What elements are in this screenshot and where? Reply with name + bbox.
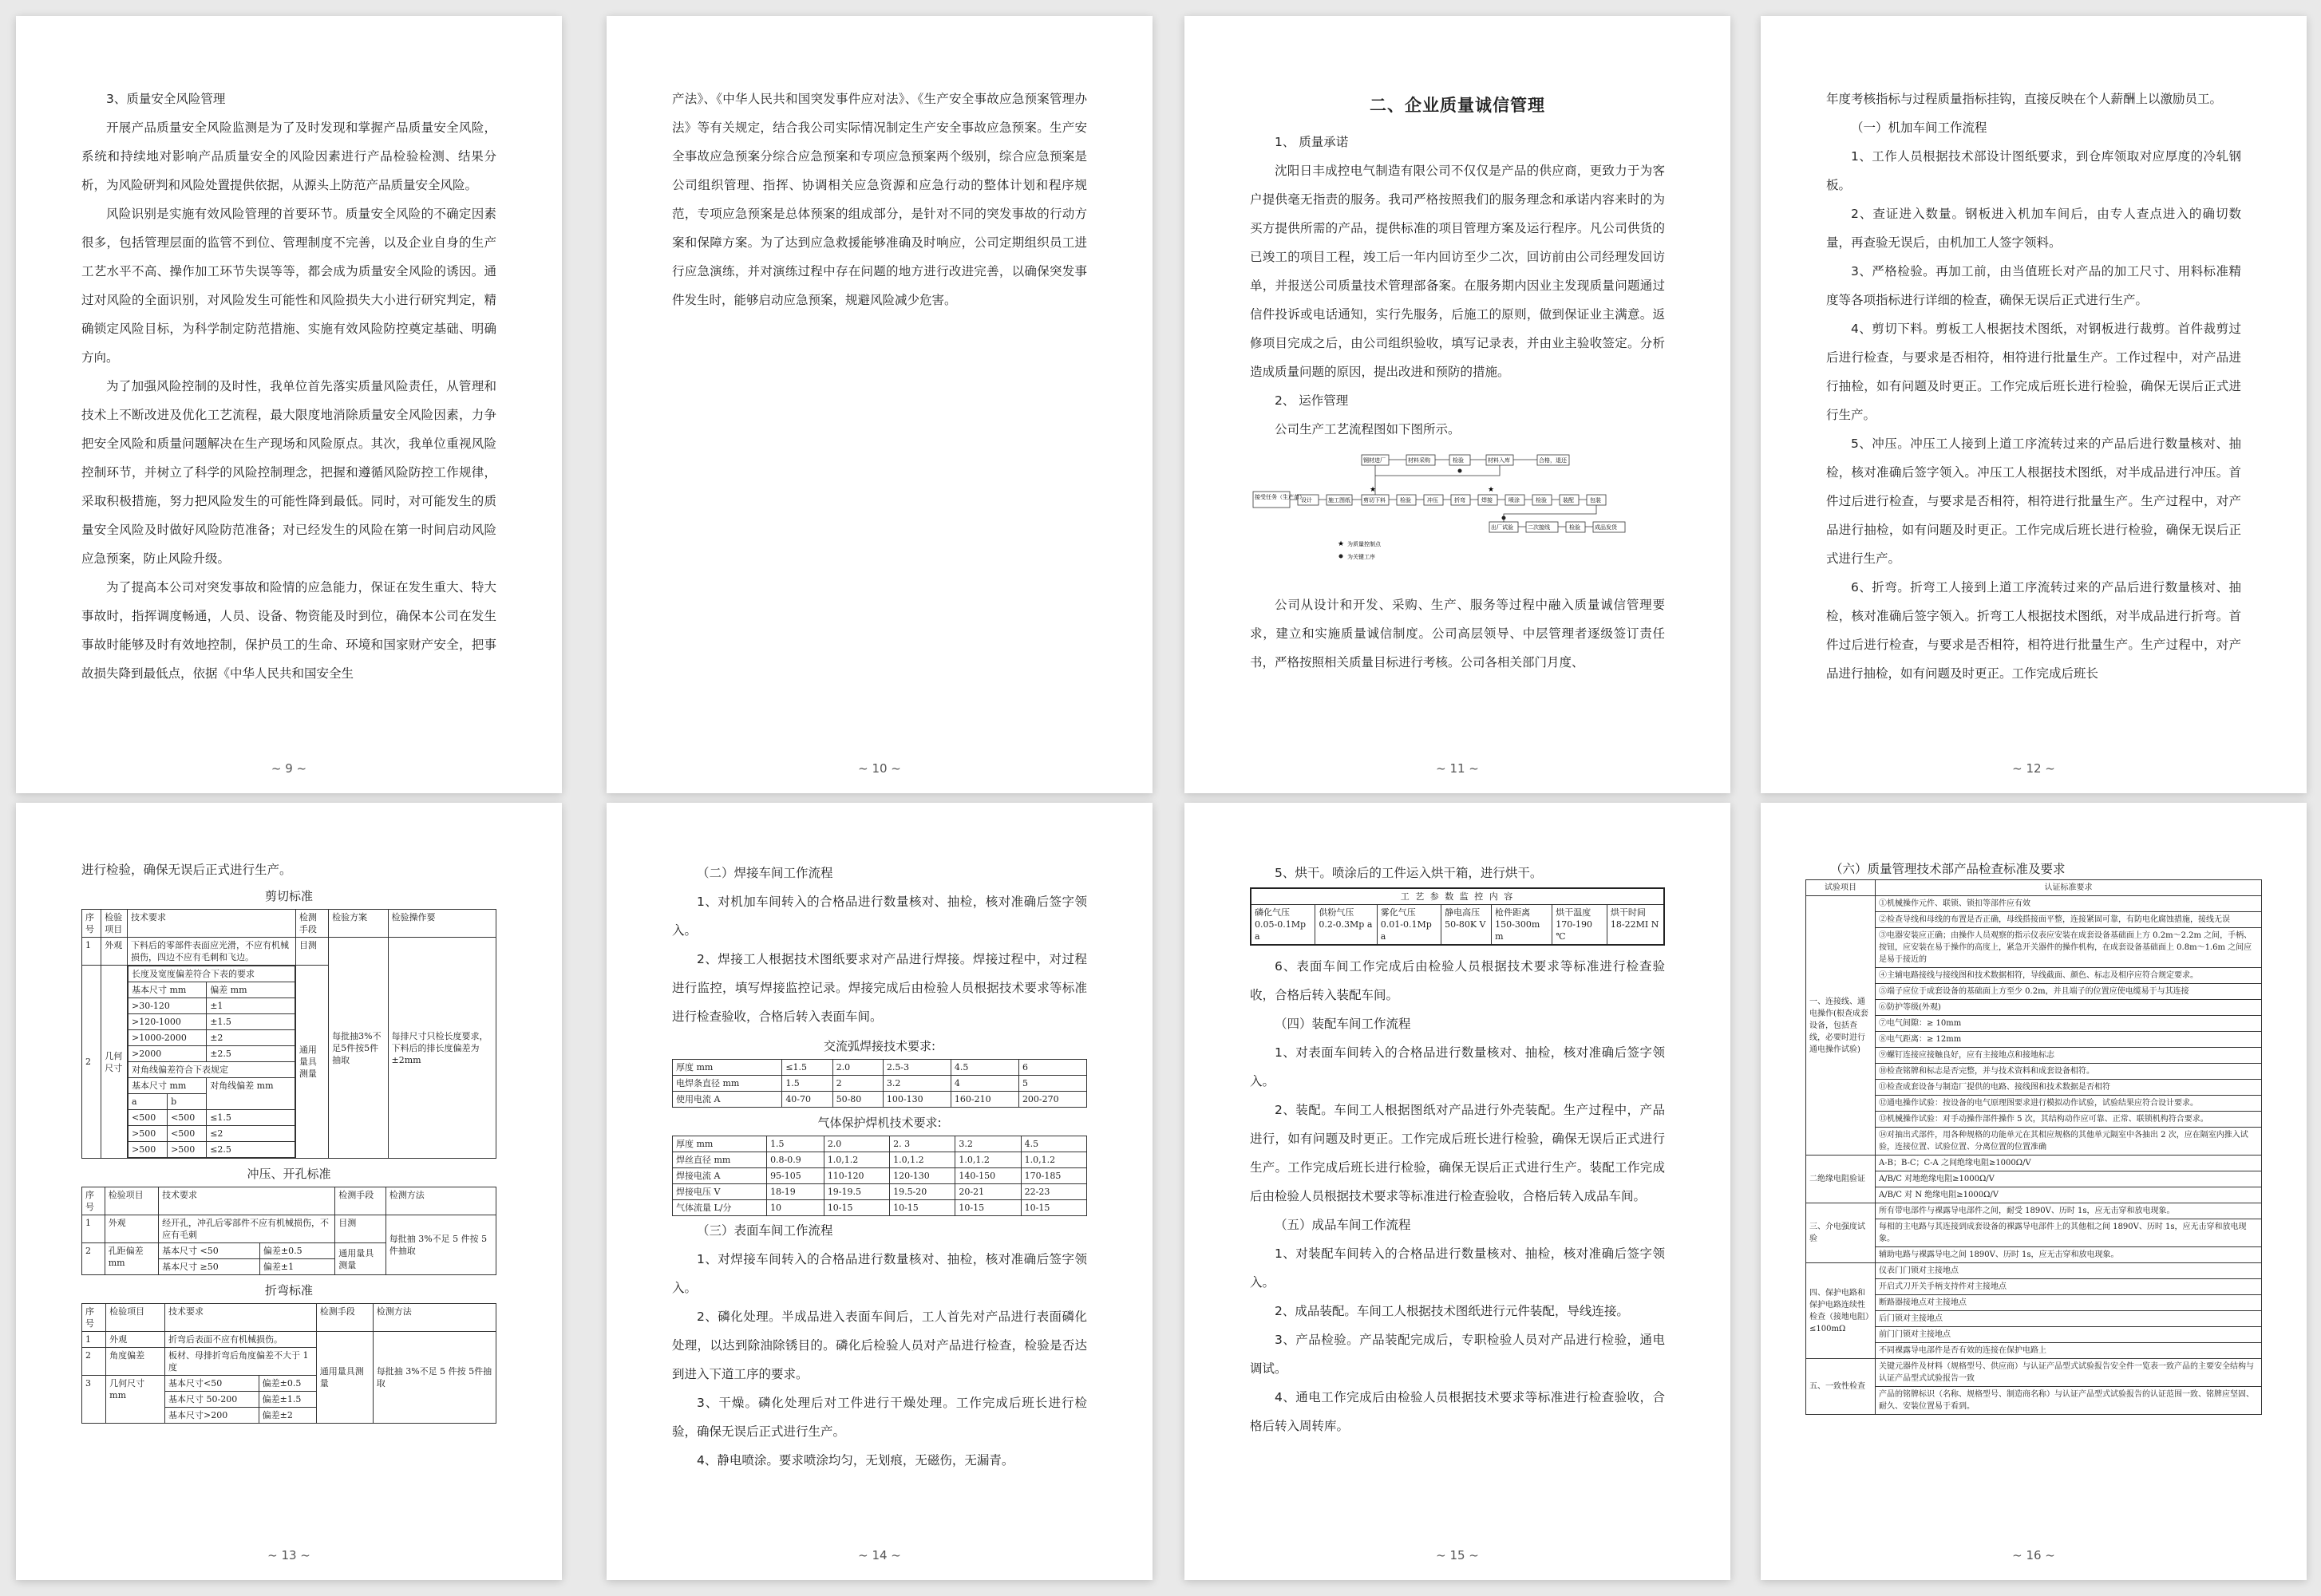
table-cell: 1.5 (767, 1136, 824, 1152)
table-header: 检验方案 (329, 910, 388, 938)
table-header: 检测手段 (295, 910, 328, 938)
table-cell: 10-15 (824, 1200, 889, 1216)
table-header: 检验项目 (105, 1187, 158, 1215)
table-cell: 烘干温度 170-190 ℃ (1552, 905, 1607, 946)
table-caption: 气体保护焊机技术要求: (817, 1116, 942, 1130)
page-number: ~ 11 ~ (1436, 761, 1479, 776)
flow-label: 检验 (1569, 524, 1580, 531)
flow-label: 喷涂 (1508, 497, 1520, 504)
table-cell: 仪表门门锁对主接地点 (1876, 1263, 2262, 1279)
table-cell: ≤2.5 (207, 1142, 295, 1158)
table-cell: 气体流量 L/分 (673, 1200, 767, 1216)
table-header: 序号 (82, 1304, 106, 1332)
table-header: 序号 (82, 1187, 105, 1215)
table-cell: 基本尺寸 mm (129, 982, 207, 998)
table-cell: 10 (767, 1200, 824, 1216)
paragraph: 3、干燥。磷化处理后对工件进行干燥处理。工作完成后班长进行检验，确保无误后正式进行生产。 (672, 1396, 1087, 1439)
page-number: ~ 12 ~ (2012, 761, 2055, 776)
table-cell: 下料后的零部件表面应光滑，不应有机械损伤，四边不应有毛刺和飞边。 (128, 938, 296, 966)
table-cell: ⑨螺钉连接应接触良好，应有主接地点和接地标志 (1876, 1048, 2262, 1064)
table-cell: 折弯后表面不应有机械损伤。 (165, 1332, 317, 1348)
paragraph: 为了加强风险控制的及时性，我单位首先落实质量风险责任，从管理和技术上不断改进及优化工艺流程，最大限度地消除质量安全风险因素，力争把安全风险和质量问题解决在生产现场和风险原点。其次，我单位重视风险控制环节，并树立了科学的风险控制理念，把握和遵循风险防控工作规律，采取积极措施，努力把风险发生的可能性降到最低。同时，对可能发生的质量安全风险及时做好风险防范准备；对已经发生的风险在第一时间启动风险应急预案，防止风险升级。 (81, 379, 496, 566)
paragraph: （一）机加车间工作流程 (1851, 120, 1987, 135)
table-cell: 认证标准要求 (1876, 880, 2262, 896)
table-header: 检验项目 (101, 910, 128, 938)
page-number: ~ 9 ~ (271, 761, 307, 776)
table-cell: 200-270 (1018, 1092, 1086, 1108)
paragraph: 1、对焊接车间转入的合格品进行数量核对、抽检，核对准确后签字领入。 (672, 1252, 1087, 1295)
star-icon: ★ (1338, 540, 1345, 548)
paragraph: 开展产品质量安全风险监测是为了及时发现和掌握产品质量安全风险，系统和持续地对影响产品质量安全的风险因素进行产品检验检测、结果分析，为风险研判和风险处置提供依据，从源头上防范产品质量安全风险。 (81, 120, 496, 192)
table-cell: ⑧电气距离：≥ 12mm (1876, 1032, 2262, 1048)
paragraph: 1、对机加车间转入的合格品进行数量核对、抽检，核对准确后签字领入。 (672, 895, 1087, 938)
document-page-16 (1761, 803, 2307, 1580)
table-cell: <500 (168, 1126, 207, 1142)
page-number: ~ 16 ~ (2012, 1548, 2055, 1562)
paragraph: 2、磷化处理。半成品进入表面车间后，工人首先对产品进行表面磷化处理，以达到除油除锈目的。磷化后检验人员对产品进行检查，检验是否达到进入下道工序的要求。 (672, 1310, 1087, 1381)
paragraph: 5、烘干。喷涂后的工件运入烘干箱，进行烘干。 (1275, 866, 1543, 880)
table-cell: >500 (129, 1126, 168, 1142)
flow-label: 检验 (1400, 497, 1411, 504)
table-cell: ④主辅电路接线与接线图和技术数据相符，导线截面、颜色、标志及相序应符合规定要求。 (1876, 968, 2262, 984)
table-caption: 冲压、开孔标准 (247, 1167, 331, 1181)
table-cell: 几何尺寸 mm (106, 1376, 165, 1424)
document-page-15 (1184, 803, 1730, 1580)
document-page-13 (16, 803, 562, 1580)
table-cell: 几何尺寸 (101, 966, 128, 1159)
flow-label: 检验 (1453, 457, 1464, 464)
page-number: ~ 13 ~ (267, 1548, 310, 1562)
paragraph: 3、严格检验。再加工前，由当值班长对产品的加工尺寸、用料标准精度等各项指标进行详细的检查，确保无误后正式进行生产。 (1826, 264, 2241, 307)
table-cell: 一、连接线、通电操作(根查成套设备，包括查线，必要时进行通电操作试验) (1806, 896, 1876, 1156)
table-cell: 目测 (295, 938, 328, 966)
table-cell: 120-130 (890, 1168, 955, 1184)
flow-label: 合格，退还 (1539, 457, 1567, 464)
table-cell: 170-185 (1021, 1168, 1086, 1184)
table-cell: 对角线偏差符合下表规定 (129, 1062, 295, 1078)
table-cell: 3.2 (955, 1136, 1021, 1152)
table-cell: A/B/C 对地绝缘电阻≥1000Ω/V (1876, 1171, 2262, 1187)
table-cell: ≤1.5 (207, 1110, 295, 1126)
table-cell: >30-120 (129, 998, 207, 1014)
page-number: ~ 15 ~ (1436, 1548, 1479, 1562)
table-cell: 偏差±1.5 (259, 1392, 316, 1408)
table-cell: ③电器安装应正确；由操作人员观察的指示仪表应安装在成套设备基础面上方 0.2m～2.2m 之间，手柄、按钮，应安装在易于操作的高度上，紧急开关器件的操作机构，在成套设备基础面上 0.8m～1.6m 之间应是易于接近的 (1876, 928, 2262, 968)
table-cell: 110-120 (824, 1168, 889, 1184)
table-cell: 前门门锁对主接地点 (1876, 1327, 2262, 1343)
paragraph: 产法》、《中华人民共和国突发事件应对法》、《生产安全事故应急预案管理办法》等有关规定，结合我公司实际情况制定生产安全事故应急预案。生产安全事故应急预案分综合应急预案和专项应急预案两个级别，综合应急预案是公司组织管理、指挥、协调相关应急资源和应急行动的整体计划和程序规范，专项应急预案是总体预案的组成部分，是针对不同的突发事故的行动方案和保障方案。为了达到应急救援能够准确及时响应，公司定期组织员工进行应急演练，并对演练过程中存在问题的地方进行改进完善，以确保突发事件发生时，能够启动应急预案，规避风险减少危害。 (672, 92, 1087, 307)
nested-table (128, 966, 295, 1158)
table-cell: 10-15 (890, 1200, 955, 1216)
table-cell: 0.8-0.9 (767, 1152, 824, 1168)
table-cell: 长度及宽度偏差符合下表的要求 (129, 966, 295, 982)
bending-standard-table (81, 1303, 496, 1424)
table-row (673, 1168, 1087, 1184)
table-cell: 10-15 (1021, 1200, 1086, 1216)
table-cell: 40-70 (782, 1092, 832, 1108)
flow-label: 包装 (1590, 497, 1601, 504)
table-cell: ⑬机械操作试验：对手动操作部件操作 5 次，其结构动作应可靠、正常、联锁机构符合要求。 (1876, 1112, 2262, 1128)
table-row (673, 1200, 1087, 1216)
table-cell: 基本尺寸<50 (165, 1376, 259, 1392)
table-cell: 基本尺寸 mm (129, 1078, 207, 1094)
paragraph: 沈阳日丰成控电气制造有限公司不仅仅是产品的供应商，更致力于为客户提供毫无指责的服务。我司严格按照我们的服务理念和承诺内容来时的为买方提供所需的产品，提供标准的项目管理方案及运行程序。凡公司供货的已竣工的项目工程，竣工后一年内回访至少二次，回访前由公司经理发回访单，并报送公司质量技术管理部备案。在服务期内因业主发现质量问题通过信件投诉或电话通知，实行先服务，后施工的原则，做到保证业主满意。返修项目完成之后，由公司组织验收，填写记录表，并由业主验收签定。分析造成质量问题的原因，提出改进和预防的措施。 (1250, 164, 1665, 379)
table-cell: ⑭对抽出式部件，用各种规格的功能单元在其相应规格的其他单元隔室中各抽出 2 次，应在隔室内推入试验，连接位置、试验位置、分离位置的位置准确 (1876, 1128, 2262, 1156)
table-cell: 每批抽3%不足5件按5件抽取 (329, 938, 388, 1159)
document-page-12 (1761, 16, 2307, 793)
table-cell: ≤1.5 (782, 1060, 832, 1076)
table-cell: 100-130 (883, 1092, 951, 1108)
table-cell: 静电高压 50-80K V (1441, 905, 1492, 946)
table-cell: 2.5-3 (883, 1060, 951, 1076)
paragraph: 公司从设计和开发、采购、生产、服务等过程中融入质量诚信管理要求，建立和实施质量诚信制度。公司高层领导、中层管理者逐级签订责任书，严格按照相关质量目标进行考核。公司各相关部门月度、 (1250, 598, 1665, 670)
table-cell: 1.0,1.2 (824, 1152, 889, 1168)
table-cell: 厚度 mm (673, 1136, 767, 1152)
paragraph: 公司生产工艺流程图如下图所示。 (1275, 422, 1461, 437)
table-cell: a (129, 1094, 168, 1110)
table-cell: 孔距偏差 mm (105, 1243, 158, 1275)
table-cell: 焊接电压 V (673, 1184, 767, 1200)
paragraph: 2、查证进入数量。钢板进入机加车间后，由专人查点进入的确切数量，再查验无误后，由机加工人签字领料。 (1826, 207, 2241, 250)
table-cell: 1.0,1.2 (890, 1152, 955, 1168)
table-cell: 19.5-20 (890, 1184, 955, 1200)
table-cell: 每排尺寸只检长度要求，下料后的排长度偏差为±2mm (388, 938, 496, 1159)
table-caption: 剪切标准 (264, 889, 313, 903)
table-cell: 经开孔，冲孔后零部件不应有机械损伤，不应有毛刺 (159, 1215, 335, 1243)
table-cell: 雾化气压 0.01-0.1Mp a (1377, 905, 1441, 946)
table-cell: 偏差±0.5 (259, 1376, 316, 1392)
table-cell: ±1 (207, 998, 295, 1014)
table-cell: 每相的主电路与其连接到成套设备的裸露导电部件上的其他相之间 1890V、历时 1s，应无击穿和放电现象。 (1876, 1219, 2262, 1247)
table-cell: 电焊条直径 mm (673, 1076, 782, 1092)
table-cell: 6 (1018, 1060, 1086, 1076)
table-cell: 辅助电路与裸露导电之间 1890V、历时 1s，应无击穿和放电现象。 (1876, 1247, 2262, 1263)
table-cell: 磷化气压 0.05-0.1Mp a (1251, 905, 1315, 946)
table-cell: >2000 (129, 1046, 207, 1062)
flow-label: 焊接 (1481, 497, 1493, 504)
paragraph: （四）装配车间工作流程 (1275, 1017, 1411, 1031)
table-row (673, 1184, 1087, 1200)
table-row (673, 1152, 1087, 1168)
flow-label: 冲压 (1427, 497, 1438, 504)
table-header: 检测方法 (373, 1304, 496, 1332)
table-cell: <500 (168, 1110, 207, 1126)
table-cell: 通用量具测量 (335, 1243, 386, 1275)
table-cell: 95-105 (767, 1168, 824, 1184)
table-header: 技术要求 (159, 1187, 335, 1215)
flow-label: 二次接线 (1528, 524, 1550, 531)
table-cell: 2.0 (832, 1060, 883, 1076)
table-row (1806, 1203, 2262, 1219)
table-cell: 1 (82, 1332, 106, 1348)
table-cell: <500 (129, 1110, 168, 1126)
table-cell: 18-19 (767, 1184, 824, 1200)
table-cell: 烘干时间 18-22MI N (1607, 905, 1664, 946)
table-cell: 厚度 mm (673, 1060, 782, 1076)
table-header: 检验操作要 (388, 910, 496, 938)
table-cell: 1.5 (782, 1076, 832, 1092)
table-cell: ±2 (207, 1030, 295, 1046)
table-cell: 后门锁对主接地点 (1876, 1311, 2262, 1327)
paragraph: 2、焊接工人根据技术图纸要求对产品进行焊接。焊接过程中，对过程进行监控，填写焊接监控记录。焊接完成后由检验人员根据技术要求等标准进行检查验收，合格后转入表面车间。 (672, 952, 1087, 1024)
table-cell: ⑤端子应位于成套设备的基础面上方至少 0.2m，并且端子的位置应使电缆易于与其连接 (1876, 984, 2262, 1000)
table-cell: 四、保护电路和保护电路连续性检查（接地电阻）≤100mΩ (1806, 1263, 1876, 1359)
paragraph: 为了提高本公司对突发事故和险情的应急能力，保证在发生重大、特大事故时，指挥调度畅通，人员、设备、物资能及时到位，确保本公司在发生事故时能够及时有效地控制，保护员工的生命、环境和国家财产安全，把事故损失降到最低点，依据《中华人民共和国安全生 (81, 580, 496, 681)
star-icon: ★ (1488, 486, 1495, 494)
table-cell: 每批抽 3%不足 5 件按 5件抽取 (373, 1332, 496, 1424)
table-cell: ①机械操作元件、联锁、锁扣等部件应有效 (1876, 896, 2262, 912)
table-cell: 2 (82, 1243, 105, 1275)
table-cell: 使用电流 A (673, 1092, 782, 1108)
table-row (1806, 1156, 2262, 1171)
flow-label: 出厂试验 (1491, 524, 1513, 531)
table-cell: 20-21 (955, 1184, 1021, 1200)
table-cell: 10-15 (955, 1200, 1021, 1216)
table-cell: 160-210 (951, 1092, 1018, 1108)
table-row (673, 1060, 1087, 1076)
table-cell: 2.0 (824, 1136, 889, 1152)
dot-icon (1458, 469, 1462, 473)
paragraph: 4、通电工作完成后由检验人员根据技术要求等标准进行检查验收，合格后转入周转库。 (1250, 1390, 1665, 1433)
table-header: 技术要求 (165, 1304, 317, 1332)
table-row (673, 1136, 1087, 1152)
table-cell: 1.0,1.2 (1021, 1152, 1086, 1168)
table-cell: 焊丝直径 mm (673, 1152, 767, 1168)
table-caption: 折弯标准 (264, 1283, 313, 1298)
table-cell: 基本尺寸 <50 (159, 1243, 260, 1259)
paragraph: 2、装配。车间工人根据图纸对产品进行外壳装配。生产过程中，产品进行，如有问题及时更正。工作完成后班长进行检验，确保无误后正式进行生产。工作完成后班长进行检验，确保无误后正式进行生产。装配工作完成后由检验人员根据技术要求等标准进行检查验收，合格后转入成品车间。 (1250, 1103, 1665, 1203)
table-cell: 焊接电流 A (673, 1168, 767, 1184)
cutting-standard-table (81, 909, 496, 1159)
document-page-11 (1184, 16, 1730, 793)
section-heading: （六）质量管理技术部产品检查标准及要求 (1830, 862, 2066, 876)
table-row (1806, 1263, 2262, 1279)
punching-standard-table (81, 1187, 496, 1275)
table-cell: 五、一致性检查 (1806, 1359, 1876, 1415)
table-cell: 不同裸露导电部件是否有效的连接在保护电路上 (1876, 1343, 2262, 1359)
flow-label: 检验 (1536, 497, 1547, 504)
table-cell (128, 966, 296, 1159)
table-cell: 19-19.5 (824, 1184, 889, 1200)
flow-label: 材料采购 (1408, 457, 1430, 464)
section-heading: 2、 运作管理 (1275, 393, 1349, 408)
table-cell: 外观 (101, 938, 128, 966)
table-row (1806, 1359, 2262, 1387)
paragraph: 4、静电喷涂。要求喷涂均匀，无划痕，无磁伤，无漏青。 (697, 1453, 1014, 1468)
table-cell: 产品的铭牌标识（名称、规格型号、制造商名称）与认证产品型式试验报告的认证范围一致、铭牌应坚固、耐久、安装位置易于看到。 (1876, 1387, 2262, 1415)
table-cell: ≤2 (207, 1126, 295, 1142)
table-cell: >500 (129, 1142, 168, 1158)
table-cell: 140-150 (955, 1168, 1021, 1184)
table-cell: 基本尺寸 ≥50 (159, 1259, 260, 1275)
flow-label: 接受任务（生产单） (1255, 494, 1305, 500)
table-cell: 二绝缘电阻验证 (1806, 1156, 1876, 1203)
table-cell: 1 (82, 1215, 105, 1243)
table-cell: 关键元器件及材料（规格型号、供应商）与认证产品型式试验报告安全件一览表一致产品的主要安全结构与认证产品型式试验报告一致 (1876, 1359, 2262, 1387)
dot-icon (1502, 516, 1506, 520)
table-cell: >500 (168, 1142, 207, 1158)
flow-label: 钢材进厂 (1363, 457, 1386, 464)
flow-label: 成品发货 (1595, 524, 1617, 531)
paragraph: 6、折弯。折弯工人接到上道工序流转过来的产品后进行数量核对、抽检，核对准确后签字领入。折弯工人根据技术图纸，对半成品进行折弯。首件过后进行检查，与要求是否相符，相符进行批量生产。生产过程中，对产品进行抽检，如有问题及时更正。工作完成后班长 (1826, 580, 2241, 681)
document-page-10 (607, 16, 1153, 793)
paragraph: 3、产品检验。产品装配完成后，专职检验人员对产品进行检验，通电调试。 (1250, 1333, 1665, 1376)
document-page-9 (16, 16, 562, 793)
table-cell: 3 (82, 1376, 106, 1424)
table-cell: 偏差±0.5 (259, 1243, 334, 1259)
flow-label: 折弯 (1454, 497, 1465, 504)
table-cell: 供粉气压 0.2-0.3Mp a (1315, 905, 1377, 946)
dot-icon (1339, 555, 1343, 559)
table-cell: 基本尺寸>200 (165, 1408, 259, 1424)
section-heading: （三）表面车间工作流程 (697, 1223, 833, 1238)
table-cell: 枪件距离 150-300m m (1492, 905, 1552, 946)
table-cell: 目测 (335, 1215, 386, 1243)
table-cell: 每批抽 3%不足 5 件按 5 件抽取 (386, 1215, 496, 1275)
page-number: ~ 10 ~ (858, 761, 901, 776)
table-row (1806, 896, 2262, 912)
table-cell: 4.5 (951, 1060, 1018, 1076)
table-cell: b (168, 1094, 207, 1110)
paragraph: 进行检验，确保无误后正式进行生产。 (81, 863, 292, 877)
table-cell: 试验项目 (1806, 880, 1876, 896)
table-cell: 基本尺寸 50-200 (165, 1392, 259, 1408)
table-cell: ⑪检查成套设备与制造厂提供的电路、接线图和技术数据是否相符 (1876, 1080, 2262, 1096)
table-cell: 偏差 mm (207, 982, 295, 998)
table-cell: ±2.5 (207, 1046, 295, 1062)
table-header: 工 艺 参 数 监 控 内 容 (1251, 888, 1664, 905)
table-header: 序号 (82, 910, 101, 938)
flow-label: 设计 (1301, 497, 1312, 504)
paragraph: 年度考核指标与过程质量指标挂钩，直接反映在个人薪酬上以激励员工。 (1826, 92, 2223, 106)
table-cell: 1.0,1.2 (955, 1152, 1021, 1168)
process-flow-diagram (1250, 452, 1665, 571)
legend-label: 为质量控制点 (1347, 541, 1381, 547)
paragraph: 风险识别是实施有效风险管理的首要环节。质量安全风险的不确定因素很多，包括管理层面的监管不到位、管理制度不完善，以及企业自身的生产工艺水平不高、操作加工环节失误等等，都会成为质量安全风险的诱因。通过对风险的全面识别，对风险发生可能性和风险损失大小进行研究判定，精确锁定风险目标，为科学制定防范措施、实施有效风险防控奠定基础、明确方向。 (81, 207, 496, 365)
legend-label: 为关键工序 (1347, 554, 1375, 560)
table-cell: A/B/C 对 N 绝缘电阻≥1000Ω/V (1876, 1187, 2262, 1203)
table-cell: 开启式刀开关手柄支持件对主接地点 (1876, 1279, 2262, 1295)
table-cell: 偏差±2 (259, 1408, 316, 1424)
paragraph: 1、工作人员根据技术部设计图纸要求，到仓库领取对应厚度的冷轧钢板。 (1826, 149, 2241, 192)
table-cell: 22-23 (1021, 1184, 1086, 1200)
document-page-14 (607, 803, 1153, 1580)
table-cell: >120-1000 (129, 1014, 207, 1030)
table-cell: 对角线偏差 mm (207, 1078, 295, 1110)
table-cell: 所有带电部件与裸露导电部件之间，耐受 1890V、历时 1s，应无击穿和放电现象。 (1876, 1203, 2262, 1219)
table-header: 技术要求 (128, 910, 296, 938)
table-cell: 50-80 (832, 1092, 883, 1108)
section-heading: 1、 质量承诺 (1275, 135, 1349, 149)
table-header: 检测手段 (316, 1304, 373, 1332)
paragraph: 1、对表面车间转入的合格品进行数量核对、抽检，核对准确后签字领入。 (1250, 1045, 1665, 1088)
flow-label: 材料入库 (1488, 457, 1510, 464)
table-cell: 5 (1018, 1076, 1086, 1092)
table-header: 检测手段 (335, 1187, 386, 1215)
table-row (673, 1076, 1087, 1092)
star-icon: ★ (1370, 486, 1377, 494)
paragraph: 2、成品装配。车间工人根据技术图纸进行元件装配，导线连接。 (1275, 1304, 1629, 1318)
table-cell: 板材、母排折弯后角度偏差不大于 1 度 (165, 1348, 317, 1376)
table-cell: 角度偏差 (106, 1348, 165, 1376)
table-row (1806, 880, 2262, 896)
section-heading: 3、质量安全风险管理 (106, 92, 226, 106)
table-caption: 交流弧焊接技术要求: (823, 1039, 936, 1053)
table-cell: 外观 (106, 1332, 165, 1348)
table-cell: ⑫通电操作试验：按设备的电气原理图要求进行模拟动作试验，试验结果应符合设计要求。 (1876, 1096, 2262, 1112)
flow-label: 剪切下料 (1363, 497, 1386, 504)
table-cell: A-B；B-C；C-A 之间绝缘电阻≥1000Ω/V (1876, 1156, 2262, 1171)
paragraph: 4、剪切下料。剪板工人根据技术图纸，对钢板进行裁剪。首件裁剪过后进行检查，与要求是否相符，相符进行批量生产。工作过程中，对产品进行抽检，如有问题及时更正。工作完成后班长进行检验，确保无误后正式进行生产。 (1826, 322, 2241, 422)
paragraph: 5、冲压。冲压工人接到上道工序流转过来的产品后进行数量核对、抽检，核对准确后签字领入。冲压工人根据技术图纸，对半成品进行冲压。首件过后进行检查，与要求是否相符，相符进行批量生产。生产过程中，对产品进行抽检，如有问题及时更正。工作完成后班长进行检验，确保无误后正式进行生产。 (1826, 437, 2241, 566)
table-cell: 通用量具测量 (316, 1332, 373, 1424)
flow-label: 装配 (1563, 497, 1574, 504)
table-cell: 2 (82, 966, 101, 1159)
paragraph: 1、对装配车间转入的合格品进行数量核对、抽检，核对准确后签字领入。 (1250, 1246, 1665, 1290)
paragraph: （五）成品车间工作流程 (1275, 1218, 1411, 1232)
table-cell: 三、介电强度试验 (1806, 1203, 1876, 1263)
table-cell: 4.5 (1021, 1136, 1086, 1152)
inspection-standard-table (1805, 879, 2262, 1415)
table-cell: 3.2 (883, 1076, 951, 1092)
process-parameter-table (1250, 887, 1665, 946)
gas-welding-table (672, 1136, 1087, 1216)
table-cell: 2 (832, 1076, 883, 1092)
page-number: ~ 14 ~ (858, 1548, 901, 1562)
table-cell: 外观 (105, 1215, 158, 1243)
table-cell: 2. 3 (890, 1136, 955, 1152)
table-cell: 2 (82, 1348, 106, 1376)
table-cell: ⑥防护等级(外观) (1876, 1000, 2262, 1016)
table-cell: >1000-2000 (129, 1030, 207, 1046)
table-cell: 1 (82, 938, 101, 966)
table-cell: ⑩检查铭牌和标志是否完整，并与技术资料和成套设备相符。 (1876, 1064, 2262, 1080)
table-cell: 断路器接地点对主接地点 (1876, 1295, 2262, 1311)
flow-label: 施工图纸 (1328, 497, 1350, 504)
table-row (673, 1092, 1087, 1108)
table-header: 检测方法 (386, 1187, 496, 1215)
paragraph: 6、表面车间工作完成后由检验人员根据技术要求等标准进行检查验收，合格后转入装配车间。 (1250, 959, 1665, 1002)
section-heading: （二）焊接车间工作流程 (697, 866, 833, 880)
table-cell: 4 (951, 1076, 1018, 1092)
table-cell: ⑦电气间隙：≥ 10mm (1876, 1016, 2262, 1032)
table-header: 检验项目 (106, 1304, 165, 1332)
table-row (1251, 905, 1664, 946)
table-cell: ②检查导线和母线的布置是否正确，母线搭接面平整，连接紧固可靠，有防电化腐蚀措施，接线无误 (1876, 912, 2262, 928)
arc-welding-table (672, 1059, 1087, 1108)
chapter-title: 二、企业质量诚信管理 (1370, 96, 1545, 115)
table-cell: ±1.5 (207, 1014, 295, 1030)
table-cell: 通用量具测量 (295, 966, 328, 1159)
table-cell: 偏差±1 (259, 1259, 334, 1275)
